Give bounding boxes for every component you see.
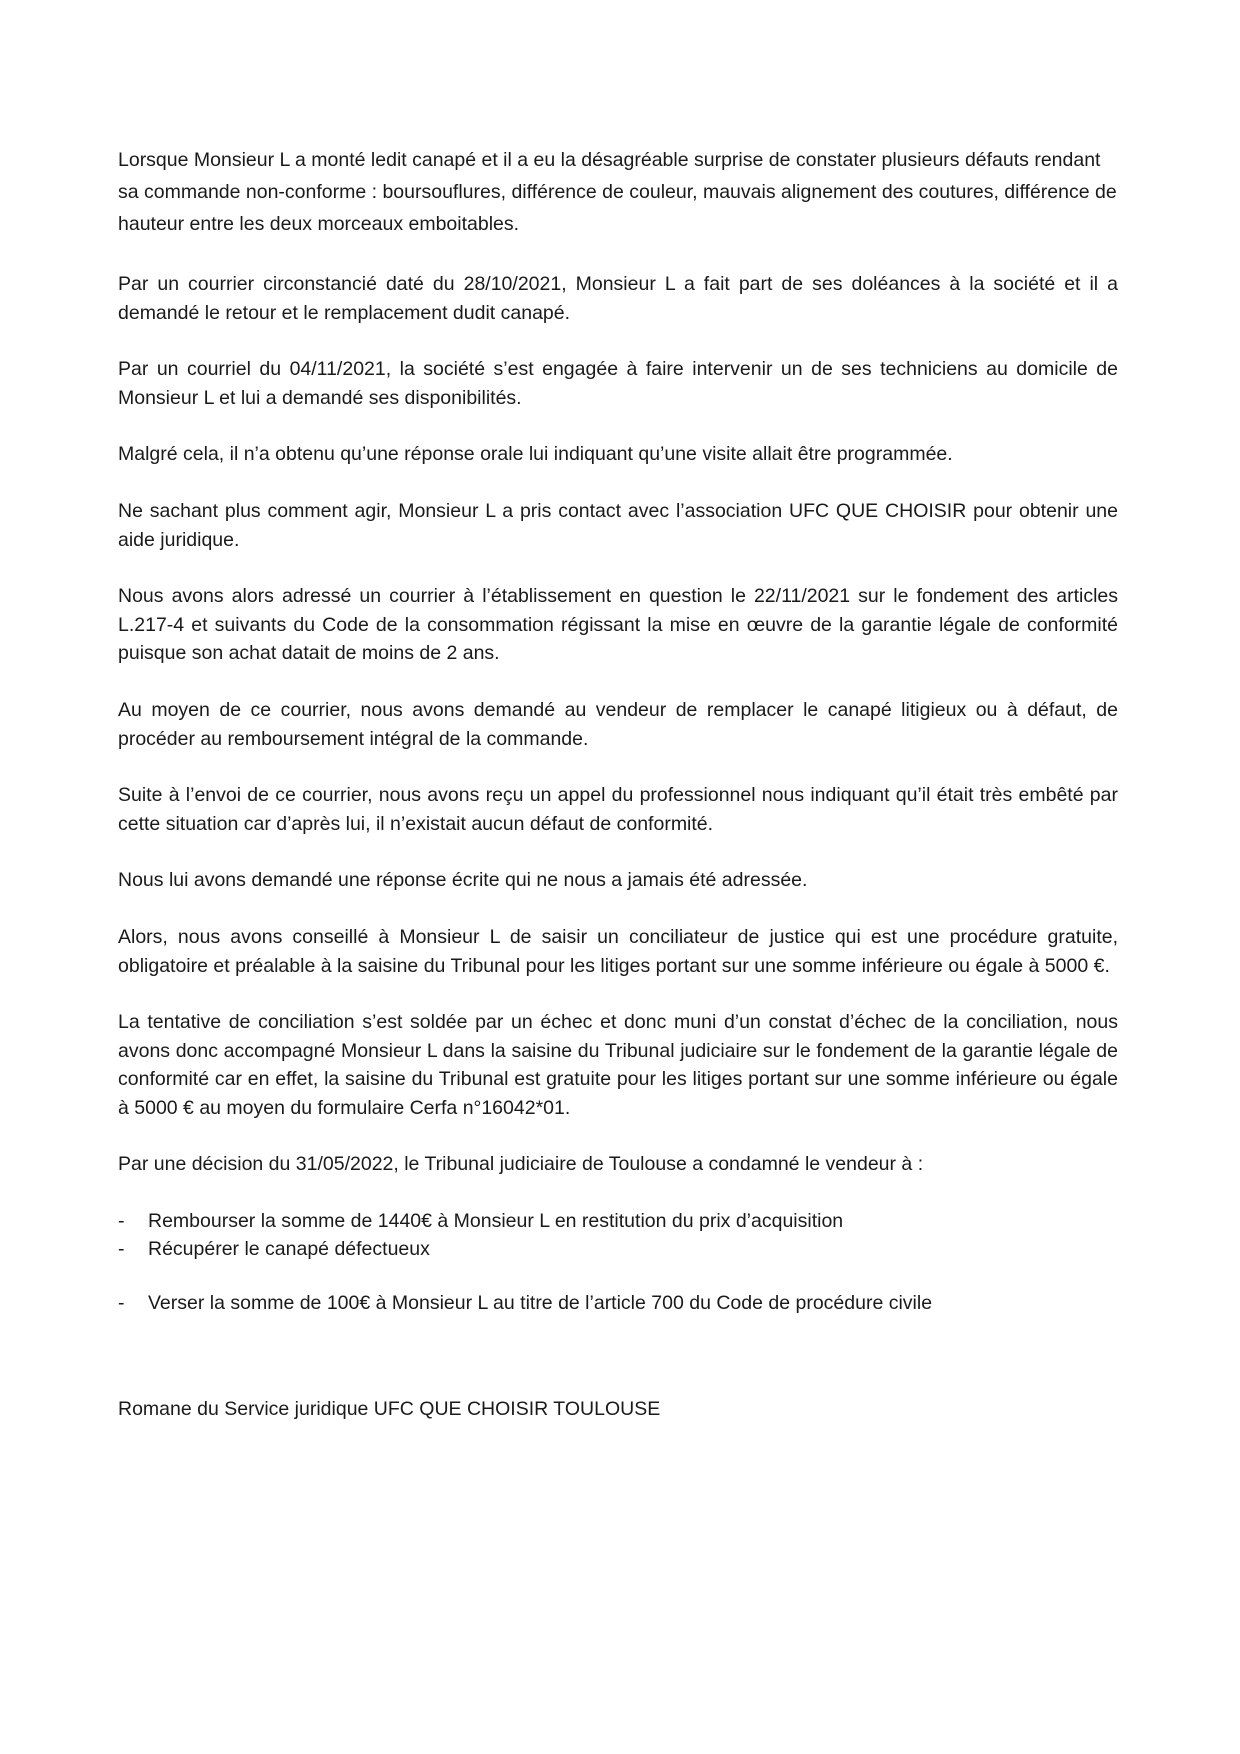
list-spacer [118,1263,1118,1289]
list-item-text: Rembourser la somme de 1440€ à Monsieur L en restitution du prix d’acquisition [148,1210,844,1233]
list-item-text: Récupérer le canapé défectueux [148,1238,430,1261]
list-item-text: Verser la somme de 100€ à Monsieur L au titre de l’article 700 du Code de procédure civile [148,1292,933,1315]
paragraph-tribunal-referral: La tentative de conciliation s’est soldée par un échec et donc muni d’un constat d’échec de la conciliation, nous avons donc accompagné Monsieur L dans la saisine du Tribunal judiciaire sur le fondement de la garantie légale de conformité car en effet, la saisine du Tribunal est gratuite pour les litiges portant sur une somme inférieure ou égale à 5000 € au moyen du formulaire Cerfa n°16042*01. [118,1011,1118,1119]
paragraph-written-response: Nous lui avons demandé une réponse écrite qui ne nous a jamais été adressée. [118,869,808,892]
paragraph-letter: Par un courrier circonstancié daté du 28/10/2021, Monsieur L a fait part de ses doléances à la société et il a demandé le retour et le remplacement dudit canapé. [118,273,1118,324]
list-bullet: - [118,1210,125,1233]
list-item [118,1235,1118,1263]
list-item [118,1207,1118,1235]
document-body [118,144,1118,1452]
paragraph-defects: Lorsque Monsieur L a monté ledit canapé et il a eu la désagréable surprise de constater plusieurs défauts rendant sa commande non-conforme : boursouflures, différence de couleur, mauvais alignement des coutures, différence de hauteur entre les deux morceaux emboitables. [118,149,1117,235]
paragraph-conciliator: Alors, nous avons conseillé à Monsieur L de saisir un conciliateur de justice qui est une procédure gratuite, obligatoire et préalable à la saisine du Tribunal pour les litiges portant sur une somme inférieure ou égale à 5000 €. [118,925,1118,977]
list-item [118,1289,1118,1317]
paragraph-email: Par un courriel du 04/11/2021, la société s’est engagée à faire intervenir un de ses techniciens au domicile de Monsieur L et lui a demandé ses disponibilités. [118,358,1118,409]
paragraph-oral-response: Malgré cela, il n’a obtenu qu’une réponse orale lui indiquant qu’une visite allait être programmée. [118,443,953,466]
paragraph-contact-association: Ne sachant plus comment agir, Monsieur L a pris contact avec l’association UFC QUE CHOISIR pour obtenir une aide juridique. [118,499,1118,551]
paragraph-letter-establishment: Nous avons alors adressé un courrier à l’établissement en question le 22/11/2021 sur le fondement des articles L.217-4 et suivants du Code de la consommation régissant la mise en œuvre de la garantie légale de conformité puisque son achat datait de moins de 2 ans. [118,585,1118,665]
decision-list [118,1207,1118,1317]
paragraph-request-replacement: Au moyen de ce courrier, nous avons demandé au vendeur de remplacer le canapé litigieux ou à défaut, de procéder au remboursement intégral de la commande. [118,698,1118,750]
paragraph-decision: Par une décision du 31/05/2022, le Tribunal judiciaire de Toulouse a condamné le vendeur à : [118,1153,924,1176]
paragraph-phone-call: Suite à l’envoi de ce courrier, nous avons reçu un appel du professionnel nous indiquant qu’il était très embêté par cette situation car d’après lui, il n’existait aucun défaut de conformité. [118,784,1118,835]
list-bullet: - [118,1292,125,1315]
signature: Romane du Service juridique UFC QUE CHOISIR TOULOUSE [118,1398,661,1421]
list-bullet: - [118,1238,125,1261]
